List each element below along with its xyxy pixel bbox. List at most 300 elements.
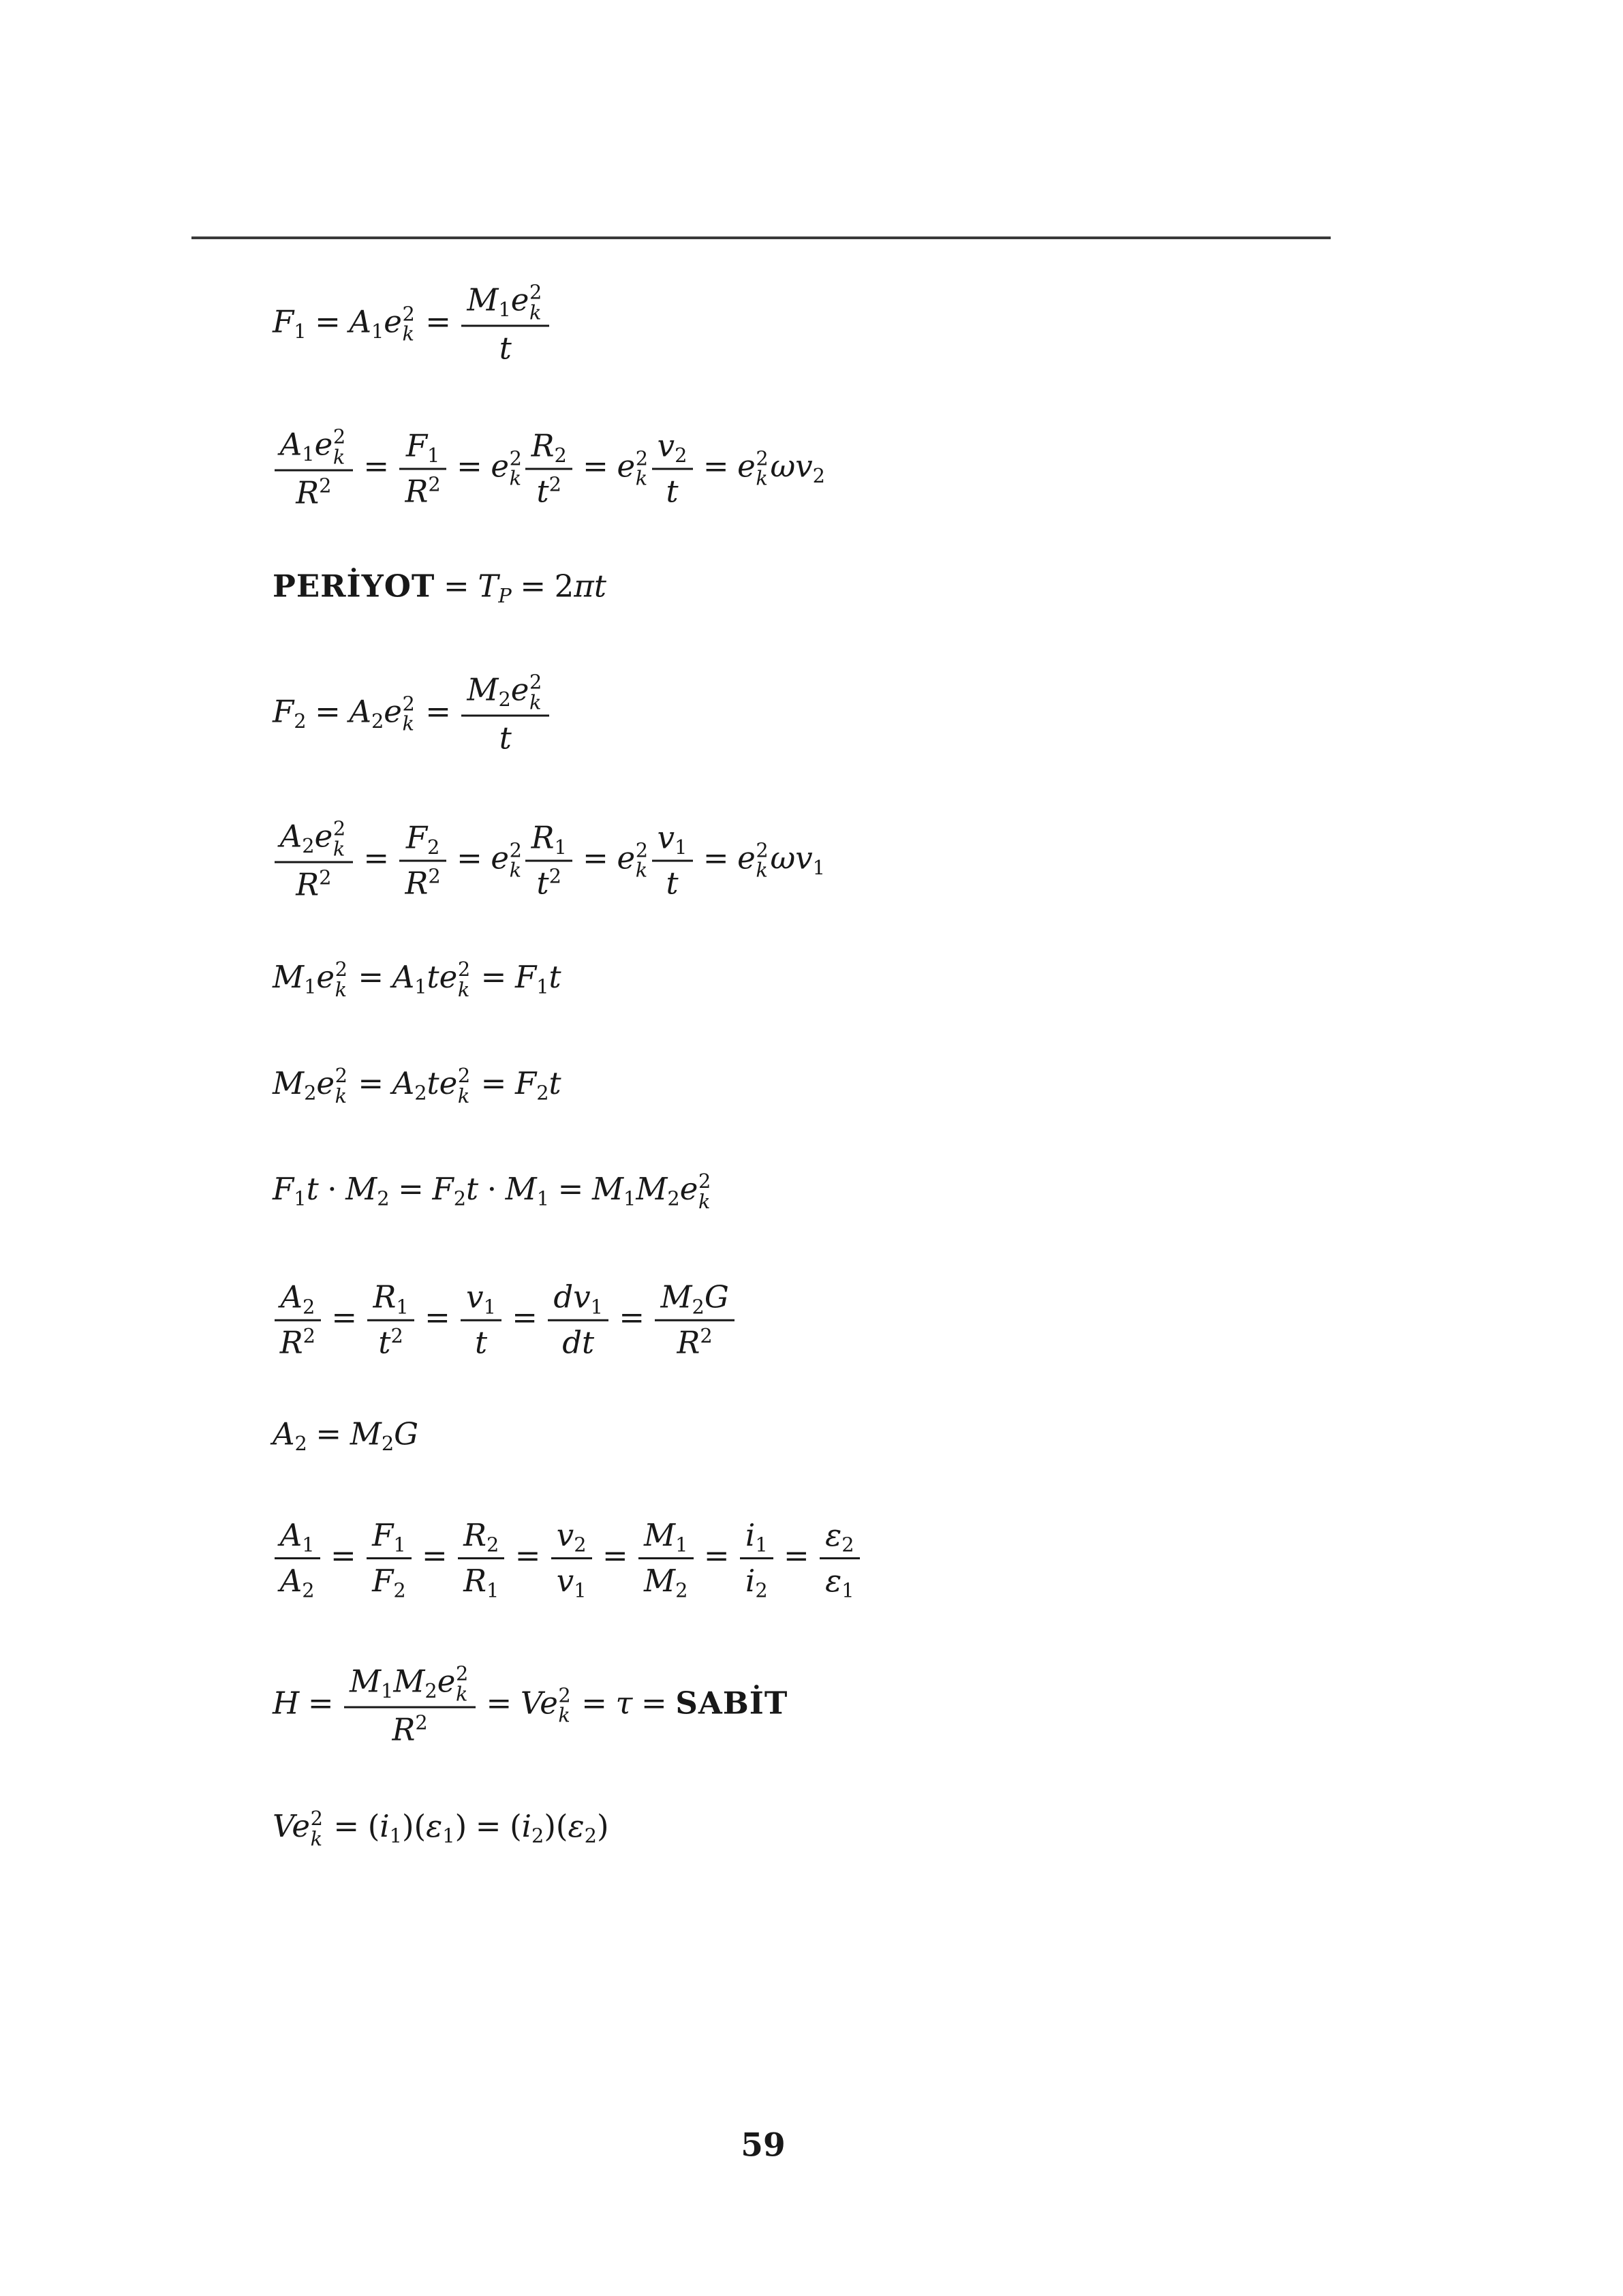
math-token: A xyxy=(279,818,303,855)
math-superscript: 2 xyxy=(402,692,415,716)
math-symbol xyxy=(280,1279,315,1319)
math-symbol xyxy=(394,1415,418,1452)
math-token: M xyxy=(660,1279,692,1315)
math-roman: ( xyxy=(367,1808,380,1845)
math-token: M xyxy=(273,959,305,996)
math-subscript: 1 xyxy=(812,856,825,880)
fraction-numerator xyxy=(551,1517,592,1557)
math-symbol xyxy=(405,865,440,901)
math-symbol xyxy=(657,819,687,859)
math-token: ω xyxy=(770,840,796,876)
math-token: R xyxy=(405,473,429,510)
math-symbol xyxy=(349,303,384,343)
math-token: t xyxy=(593,568,606,604)
equation-m1-identity xyxy=(273,959,561,1000)
math-token: e xyxy=(314,426,333,463)
math-subscript: 2 xyxy=(536,1081,549,1105)
cdot-operator: · xyxy=(327,1171,337,1208)
math-token: t xyxy=(427,959,439,996)
math-supsub xyxy=(402,694,417,735)
equals-sign: = xyxy=(330,1537,356,1574)
math-fraction xyxy=(655,1279,735,1362)
math-subscript: 1 xyxy=(396,1295,409,1319)
fraction-denominator xyxy=(548,1319,608,1362)
math-fraction xyxy=(820,1517,860,1600)
math-token: R xyxy=(296,866,320,903)
math-token: t xyxy=(536,865,549,902)
math-subscript: 2 xyxy=(675,444,687,468)
math-symbol xyxy=(666,473,679,509)
math-subscript: 2 xyxy=(498,688,511,711)
math-symbol xyxy=(439,958,472,1001)
fraction-denominator xyxy=(458,1557,504,1600)
math-token: t xyxy=(582,1324,595,1361)
math-supsub xyxy=(455,1664,470,1704)
math-subscript: 1 xyxy=(294,320,307,343)
math-supsub xyxy=(310,1809,325,1849)
math-symbol xyxy=(372,1517,406,1557)
math-supsub xyxy=(333,427,347,468)
math-subscript: 2 xyxy=(302,1295,315,1319)
math-superscript: 2 xyxy=(756,446,769,470)
math-supsub xyxy=(335,1066,350,1106)
math-token: v xyxy=(556,1517,574,1554)
math-symbol xyxy=(644,1517,688,1557)
equation-f1t-m2 xyxy=(273,1171,713,1212)
math-superscript: 2 xyxy=(333,816,346,840)
math-subscript: 1 xyxy=(675,1533,688,1557)
math-symbol xyxy=(514,1065,549,1105)
math-token: H xyxy=(273,1685,300,1721)
math-fraction xyxy=(652,428,693,510)
math-subscript: 1 xyxy=(381,1679,394,1703)
math-symbol xyxy=(392,959,427,998)
math-roman: ( xyxy=(414,1808,427,1845)
math-symbol xyxy=(273,1685,299,1721)
math-fraction xyxy=(275,818,353,904)
math-token: t xyxy=(466,1171,479,1208)
math-token: e xyxy=(679,1171,698,1208)
math-symbol xyxy=(273,1415,307,1455)
math-symbol xyxy=(679,1169,713,1213)
math-token: M xyxy=(345,1171,377,1208)
math-symbol xyxy=(316,1064,349,1107)
math-symbol xyxy=(521,1685,540,1721)
math-symbol xyxy=(273,1065,317,1105)
math-supsub xyxy=(635,838,650,883)
fraction-numerator xyxy=(638,1517,694,1557)
equals-sign: = xyxy=(331,1299,358,1336)
equals-sign: = xyxy=(315,1415,342,1452)
fraction-numerator xyxy=(399,820,446,860)
math-fraction xyxy=(740,1517,773,1600)
math-token: d xyxy=(553,1279,574,1315)
math-subscript: 2 xyxy=(302,1578,315,1602)
math-token: e xyxy=(737,448,756,485)
math-token: V xyxy=(273,1808,292,1845)
math-roman: ) xyxy=(454,1808,467,1845)
math-subscript: k xyxy=(335,977,347,1001)
math-token: M xyxy=(393,1663,425,1700)
equals-sign: = xyxy=(315,693,341,730)
equals-sign: = xyxy=(457,840,482,876)
cdot-operator: · xyxy=(486,1171,497,1208)
math-subscript: 2 xyxy=(584,1824,597,1848)
fraction-numerator xyxy=(344,1664,476,1706)
math-token: R xyxy=(463,1517,486,1554)
math-subscript: 1 xyxy=(574,1578,587,1602)
math-superscript: 2 xyxy=(700,1323,713,1347)
math-token: e xyxy=(439,1065,458,1102)
math-symbol xyxy=(677,1324,713,1360)
fraction-numerator xyxy=(461,1279,501,1319)
math-superscript: 2 xyxy=(548,864,561,888)
fraction-denominator xyxy=(461,1319,501,1362)
equals-sign: = xyxy=(486,1685,512,1721)
math-symbol xyxy=(568,1808,597,1848)
equals-sign: = xyxy=(512,1299,538,1336)
math-token: M xyxy=(467,671,499,708)
math-symbol xyxy=(439,1064,472,1107)
math-subscript: 2 xyxy=(812,464,825,488)
equals-sign: = xyxy=(480,959,507,996)
math-symbol xyxy=(316,958,349,1001)
math-symbol xyxy=(795,840,825,880)
math-roman: ( xyxy=(555,1808,568,1845)
math-symbol xyxy=(349,1663,394,1703)
math-subscript: 1 xyxy=(486,1578,499,1602)
math-token: G xyxy=(704,1279,729,1315)
math-symbol xyxy=(594,568,606,604)
math-supsub xyxy=(402,302,417,346)
math-superscript: 2 xyxy=(333,425,346,448)
math-symbol xyxy=(405,819,440,859)
math-subscript: 2 xyxy=(294,709,307,733)
equals-sign: = xyxy=(425,693,452,730)
math-symbol xyxy=(405,427,440,468)
math-symbol xyxy=(392,1711,427,1747)
fraction-numerator xyxy=(820,1517,860,1557)
math-token: A xyxy=(349,693,371,730)
math-symbol xyxy=(466,1279,496,1319)
math-supsub xyxy=(635,446,650,491)
math-subscript: 1 xyxy=(393,1533,406,1557)
math-superscript: 2 xyxy=(415,1711,428,1734)
math-symbol xyxy=(373,1279,409,1319)
fraction-denominator xyxy=(652,468,693,510)
math-subscript: k xyxy=(457,977,470,1001)
math-symbol xyxy=(372,1562,406,1602)
math-roman: 2 xyxy=(554,568,574,604)
math-token: e xyxy=(510,671,529,708)
math-token: t xyxy=(427,1065,439,1102)
math-token: R xyxy=(296,474,320,511)
math-token: A xyxy=(279,1517,303,1554)
math-token: e xyxy=(316,959,335,996)
math-token: ε xyxy=(825,1562,842,1599)
fraction-denominator xyxy=(652,860,693,902)
math-fraction xyxy=(367,1517,412,1600)
math-symbol xyxy=(666,865,679,901)
math-symbol xyxy=(314,816,347,861)
math-subscript: 2 xyxy=(755,1578,768,1602)
equals-sign: = xyxy=(583,840,608,876)
math-symbol xyxy=(591,1171,636,1210)
math-token: t xyxy=(306,1171,319,1208)
math-token: i xyxy=(380,1808,390,1845)
math-token: i xyxy=(745,1562,756,1599)
math-subscript: 1 xyxy=(414,975,427,998)
fraction-numerator xyxy=(655,1279,735,1319)
equals-sign: = xyxy=(363,840,390,876)
math-token: M xyxy=(505,1171,537,1208)
math-symbol xyxy=(467,671,511,711)
math-fraction xyxy=(551,1517,592,1600)
math-token: e xyxy=(439,959,458,996)
math-token: v xyxy=(795,840,813,876)
math-token: F xyxy=(405,427,428,464)
math-symbol xyxy=(426,1808,455,1848)
equals-sign: = xyxy=(398,1171,424,1208)
equals-sign: = xyxy=(557,1171,584,1208)
math-symbol xyxy=(505,1171,550,1210)
math-fraction xyxy=(275,1279,321,1362)
math-subscript: P xyxy=(498,583,512,607)
equals-sign: = xyxy=(520,568,546,604)
math-symbol xyxy=(795,448,825,488)
page-number: 59 xyxy=(741,2126,786,2164)
math-token: F xyxy=(273,303,294,340)
math-subscript: 1 xyxy=(304,975,317,998)
math-symbol xyxy=(660,1279,705,1319)
math-subscript: 1 xyxy=(536,1187,550,1210)
equals-sign: = xyxy=(315,303,341,340)
equals-sign: = xyxy=(444,568,469,604)
math-subscript: k xyxy=(509,859,522,883)
math-symbol xyxy=(405,473,440,509)
math-subscript: k xyxy=(698,1189,711,1213)
equation-a2-ratio xyxy=(273,818,825,904)
math-symbol xyxy=(705,1279,729,1315)
fraction-denominator xyxy=(399,468,446,510)
fraction-denominator xyxy=(655,1319,735,1362)
math-symbol xyxy=(384,692,416,736)
math-symbol xyxy=(737,446,770,491)
math-fraction xyxy=(458,1517,504,1600)
math-token: d xyxy=(562,1324,583,1361)
equals-sign: = xyxy=(702,448,729,485)
math-symbol xyxy=(499,330,512,366)
math-subscript: 2 xyxy=(381,1431,395,1455)
math-fraction xyxy=(461,282,549,367)
math-superscript: 2 xyxy=(303,1323,315,1347)
math-fraction xyxy=(399,428,446,510)
math-subscript: 2 xyxy=(427,836,440,859)
math-token: M xyxy=(273,1065,305,1102)
math-subscript: 1 xyxy=(302,1533,315,1557)
math-symbol xyxy=(466,1171,478,1207)
math-token: e xyxy=(491,448,510,485)
math-token: A xyxy=(349,303,371,340)
math-subscript: 2 xyxy=(531,1824,544,1848)
math-symbol xyxy=(463,1562,499,1602)
math-subscript: 2 xyxy=(393,1578,406,1602)
math-symbol xyxy=(478,568,512,607)
equals-sign: = xyxy=(703,1537,730,1574)
math-symbol xyxy=(521,1808,544,1848)
math-supsub xyxy=(529,670,544,714)
fraction-numerator xyxy=(399,428,446,468)
math-fraction xyxy=(344,1664,476,1749)
math-superscript: 2 xyxy=(548,472,561,496)
math-subscript: 1 xyxy=(483,1295,496,1319)
math-fraction xyxy=(638,1517,694,1600)
equals-sign: = xyxy=(702,840,729,876)
math-superscript: 2 xyxy=(428,472,441,496)
math-symbol xyxy=(273,959,317,998)
math-symbol xyxy=(540,1683,572,1728)
math-symbol xyxy=(745,1517,768,1557)
math-fraction xyxy=(461,1279,501,1362)
fraction-denominator xyxy=(525,468,572,510)
equals-sign: = xyxy=(307,1685,334,1721)
fraction-numerator xyxy=(367,1279,414,1319)
math-supsub xyxy=(457,960,472,1000)
math-symbol xyxy=(350,1415,395,1455)
math-symbol xyxy=(432,1171,467,1210)
math-supsub xyxy=(335,960,350,1000)
math-token: R xyxy=(463,1562,486,1599)
math-token: F xyxy=(405,819,428,856)
math-token: G xyxy=(394,1415,419,1452)
math-superscript: 2 xyxy=(529,670,542,694)
math-supsub xyxy=(333,816,347,861)
math-symbol xyxy=(549,1065,561,1101)
fraction-numerator xyxy=(275,818,353,861)
math-subscript: 1 xyxy=(294,1187,307,1210)
math-symbol xyxy=(437,1662,470,1706)
math-superscript: 2 xyxy=(310,1807,323,1831)
math-subscript: 2 xyxy=(302,834,315,858)
math-subscript: k xyxy=(455,1682,468,1706)
math-superscript: 2 xyxy=(335,1064,347,1088)
math-token: e xyxy=(540,1685,558,1721)
math-roman: ) xyxy=(596,1808,609,1845)
math-token: e xyxy=(510,281,529,318)
fraction-denominator xyxy=(461,325,549,367)
math-token: π xyxy=(574,568,594,604)
math-symbol xyxy=(825,1562,854,1602)
math-token: A xyxy=(279,426,303,463)
math-fraction xyxy=(275,1517,320,1600)
math-fraction xyxy=(367,1279,414,1362)
math-token: t xyxy=(378,1324,391,1361)
math-superscript: 2 xyxy=(756,838,769,862)
math-token: F xyxy=(514,959,537,996)
math-superscript: 2 xyxy=(335,958,347,981)
equation-a1-ratio xyxy=(273,427,825,512)
fraction-denominator xyxy=(399,860,446,902)
math-symbol xyxy=(499,720,512,756)
math-subscript: k xyxy=(335,1084,347,1107)
math-subscript: 2 xyxy=(377,1187,390,1210)
math-symbol xyxy=(384,302,416,346)
math-token: e xyxy=(491,840,510,876)
math-subscript: 1 xyxy=(427,444,440,468)
math-symbol xyxy=(582,1324,594,1360)
math-symbol xyxy=(296,474,331,510)
math-subscript: 1 xyxy=(371,320,384,343)
math-token: e xyxy=(384,693,402,730)
math-token: e xyxy=(617,840,636,876)
math-subscript: 1 xyxy=(498,298,511,322)
fraction-numerator xyxy=(652,428,693,468)
math-token: v xyxy=(657,819,675,856)
math-subscript: 2 xyxy=(486,1533,499,1557)
math-supsub xyxy=(756,838,771,883)
math-symbol xyxy=(553,1279,573,1315)
equals-sign: = xyxy=(358,959,384,996)
math-token: A xyxy=(280,1279,303,1315)
math-token: t xyxy=(548,1065,561,1102)
math-bold-word: PERİYOT xyxy=(273,568,435,604)
math-subscript: 2 xyxy=(304,1081,317,1105)
math-token: M xyxy=(644,1517,676,1554)
math-symbol xyxy=(273,1171,307,1210)
math-subscript: 2 xyxy=(554,444,567,468)
math-token: e xyxy=(292,1808,311,1845)
math-token: v xyxy=(795,448,813,485)
math-superscript: 2 xyxy=(509,446,522,470)
math-subscript: 2 xyxy=(692,1295,705,1319)
math-subscript: 2 xyxy=(371,709,384,733)
math-token: M xyxy=(644,1562,676,1599)
math-symbol xyxy=(644,1562,688,1602)
math-supsub xyxy=(509,838,524,883)
math-token: R xyxy=(677,1324,700,1361)
math-supsub xyxy=(756,446,771,491)
math-supsub xyxy=(509,446,524,491)
math-subscript: k xyxy=(635,467,648,491)
fraction-numerator xyxy=(275,1517,320,1557)
math-superscript: 2 xyxy=(457,1064,471,1088)
math-symbol xyxy=(771,448,796,485)
math-subscript: 2 xyxy=(453,1187,467,1210)
math-subscript: k xyxy=(333,837,345,861)
math-superscript: 2 xyxy=(455,1662,469,1685)
math-token: R xyxy=(279,1324,303,1361)
math-subscript: 2 xyxy=(574,1533,587,1557)
math-token: F xyxy=(514,1065,537,1102)
math-superscript: 2 xyxy=(635,446,649,470)
math-symbol xyxy=(345,1171,390,1210)
math-symbol xyxy=(296,866,331,902)
equation-a2-over-r2 xyxy=(273,1279,737,1362)
math-token: t xyxy=(499,330,512,367)
math-symbol xyxy=(273,1808,292,1844)
fraction-numerator xyxy=(525,428,572,468)
math-symbol xyxy=(510,280,544,324)
equals-sign: = xyxy=(784,1537,809,1574)
math-superscript: 2 xyxy=(319,474,332,498)
math-subscript: k xyxy=(310,1826,323,1850)
math-symbol xyxy=(380,1808,402,1848)
math-subscript: 1 xyxy=(590,1295,603,1319)
equals-sign: = xyxy=(475,1808,501,1845)
fraction-denominator xyxy=(461,715,549,757)
fraction-denominator xyxy=(275,1319,321,1362)
math-token: M xyxy=(636,1171,668,1208)
